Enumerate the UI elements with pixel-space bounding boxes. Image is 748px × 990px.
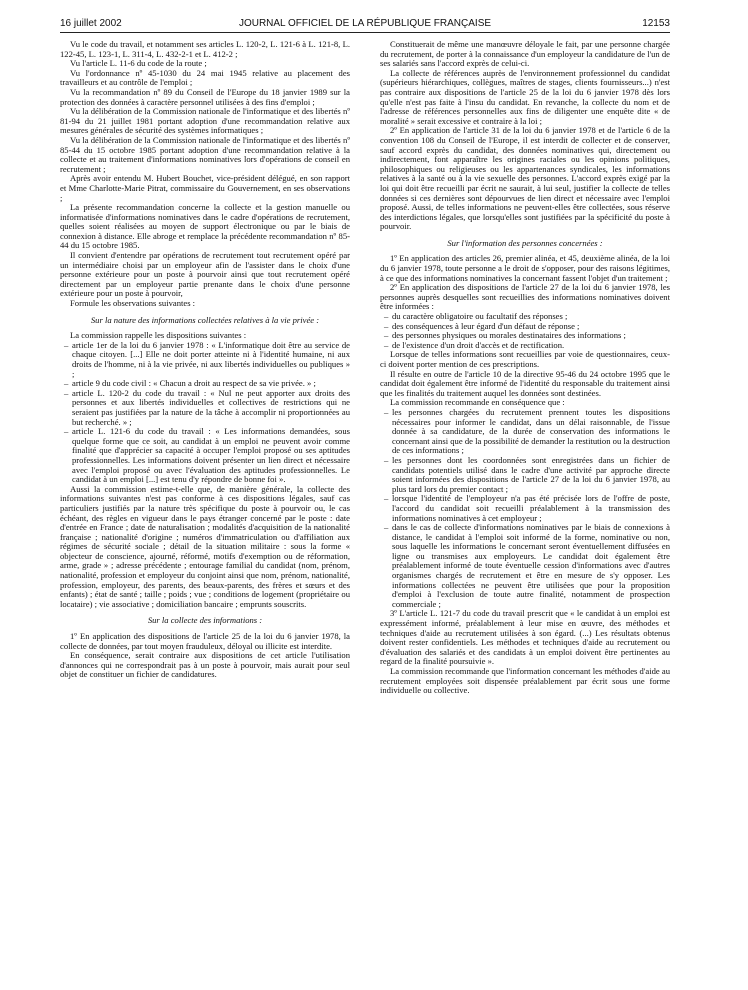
body-paragraph: Il résulte en outre de l'article 10 de la directive 95-46 du 24 octobre 1995 que le candidat doit également être informé de l'identité du responsable du traitement ainsi que les finalités du traitement auquel les données sont destinées. (380, 368, 670, 398)
list-item: – lorsque l'identité de l'employeur n'a pas été précisée lors de l'offre de poste, l'accord du candidat soit recueilli préalablement à la transmission des informations nominatives à cet employeur ; (380, 494, 670, 523)
body-paragraph: La présente recommandation concerne la collecte et la gestion manuelle ou informatisée d'informations nominatives dans le cadre d'opérations de recrutement, quelles soient réalisées au moyen de support électronique ou par le biais de connexion à distance. Elle abroge et remplace la précédente recommandation nº 85-44 du 15 octobre 1985. (60, 202, 350, 251)
section-heading: Sur la nature des informations collectées relatives à la vie privée : (90, 314, 320, 325)
list-item: – article L. 121-6 du code du travail : « Les informations demandées, sous quelque forme que ce soit, au candidat à un emploi ne peuvent avoir comme finalité que d'apprécier sa capacité à occuper l'emploi proposé ou ses aptitudes professionnelles. Les informations doivent présenter un lien direct et nécessaire avec l'emploi proposé ou avec l'évaluation des aptitudes professionnelles. Le candidat à un emploi [...] est tenu d'y répondre de bonne foi ». (60, 427, 350, 485)
body-paragraph: Constituerait de même une manœuvre déloyale le fait, par une personne chargée du recrutement, de porter à la connaissance d'un employeur la candidature de l'un de ses salariés sans l'accord exprès de celui-ci. (380, 39, 670, 69)
recommendation-list (380, 408, 670, 609)
body-paragraph: Après avoir entendu M. Hubert Bouchet, vice-président délégué, en son rapport et Mme Charlotte-Marie Pitrat, commissaire du Gouvernement, en ses observations ; (60, 173, 350, 203)
visa-paragraph: Vu l'ordonnance nº 45-1030 du 24 mai 1945 relative au placement des travailleurs et au contrôle de l'emploi ; (60, 67, 350, 88)
body-paragraph: Il convient d'entendre par opérations de recrutement tout recrutement opéré par un intermédiaire choisi par un employeur afin de l'assister dans le choix d'une personne extérieure pour un poste à pourvoir ainsi que tout recrutement opéré directement par un employeur partie prenante dans le choix d'une personne extérieure pour un poste à pourvoir, (60, 250, 350, 299)
body-paragraph: Formule les observations suivantes : (70, 298, 196, 309)
list-item: – des personnes physiques ou morales destinataires des informations ; (380, 331, 670, 341)
list-item: – article 1er de la loi du 6 janvier 1978 : « L'informatique doit être au service de chaque citoyen. [...] Elle ne doit porter atteinte ni à l'identité humaine, ni aux droits de l'homme, ni à la vie privée, ni aux libertés individuelles ou publiques » ; (60, 341, 350, 379)
visa-paragraph: Vu le code du travail, et notamment ses articles L. 120-2, L. 121-6 à L. 121-8, L. 122-45, L. 123-1, L. 311-4, L. 432-2-1 et L. 412-2 ; (60, 39, 350, 59)
list-item: – des conséquences à leur égard d'un défaut de réponse ; (380, 322, 670, 332)
list-item: – de l'existence d'un droit d'accès et de rectification. (380, 341, 670, 351)
body-paragraph: Lorsque de telles informations sont recueillies par voie de questionnaires, ceux-ci doivent porter mention de ces prescriptions. (380, 349, 670, 369)
list-item: – article L. 120-2 du code du travail : « Nul ne peut apporter aux droits des personnes et aux libertés individuelles et collectives de restrictions qui ne seraient pas justifiées par la nature de la tâche à accomplir ni proportionnées au but recherché. » ; (60, 389, 350, 427)
visa-paragraph: Vu la recommandation nº 89 du Conseil de l'Europe du 18 janvier 1989 sur la protection des données à caractère personnel utilisées à des fins d'emploi ; (60, 86, 350, 107)
section-heading: Sur la collecte des informations : (147, 615, 263, 626)
right-column (380, 40, 670, 696)
body-paragraph: 2º En application des dispositions de l'article 27 de la loi du 6 janvier 1978, les personnes auprès desquelles sont recueillies des informations nominatives doivent être informées : (380, 282, 670, 312)
page-number: 12153 (642, 18, 670, 29)
body-paragraph: La commission recommande en conséquence que : (390, 397, 565, 408)
list-item: – les personnes chargées du recrutement prennent toutes les dispositions nécessaires pour informer le candidat, dans un délai raisonnable, de l'issue donnée à sa candidature, de la durée de conservation des informations le concernant ainsi que de la possibilité de demander la restitution ou la destruction de ces informations ; (380, 408, 670, 456)
list-item: – les personnes dont les coordonnées sont enregistrées dans un fichier de candidats potentiels utilisé dans le cadre d'une activité par approche directe soient informées des dispositions de l'article 27 de la loi du 6 janvier 1978, au plus tard lors du premier contact ; (380, 456, 670, 494)
header-date: 16 juillet 2002 (60, 18, 122, 29)
body-paragraph: 1º En application des articles 26, premier alinéa, et 45, deuxième alinéa, de la loi du 6 janvier 1978, toute personne a le droit de s'opposer, pour des raisons légitimes, à ce que des informations nominatives la concernant fassent l'objet d'un traitement ; (380, 253, 670, 283)
journal-title: JOURNAL OFFICIEL DE LA RÉPUBLIQUE FRANÇAISE (238, 18, 492, 29)
body-paragraph: 3º L'article L. 121-7 du code du travail prescrit que « le candidat à un emploi est expressément informé, préalablement à leur mise en œuvre, des méthodes et techniques d'aide au recrutement utilisées à son égard. (...) Les résultats obtenus doivent rester confidentiels. Les méthodes et techniques d'aide au recrutement ou d'évaluation des salariés et des candidats à un emploi doivent être pertinentes au regard de la finalité poursuivie ». (380, 608, 670, 667)
information-list (380, 312, 670, 350)
list-item: – dans le cas de collecte d'informations nominatives par le biais de connexions à distance, le candidat à l'emploi soit informé de la forme, nominative ou non, sous laquelle les informations le concernant seront éventuellement diffusées en ligne ou transmises aux employeurs. Le candidat doit également être préalablement informé de toute éventuelle cession d'informations avec d'autres organismes chargés de recrutement et être en mesure de s'y opposer. Les informations collectées ne peuvent être utilisées que pour la proposition d'emploi à l'exclusion de toute autre finalité, notamment de prospection commerciale ; (380, 523, 670, 609)
visa-paragraph: Vu la délibération de la Commission nationale de l'informatique et des libertés nº 81-94 du 21 juillet 1981 portant adoption d'une recommandation relative aux mesures générales de sécurité des systèmes informatiques ; (60, 106, 350, 136)
body-paragraph: 2º En application de l'article 31 de la loi du 6 janvier 1978 et de l'article 6 de la convention 108 du Conseil de l'Europe, il est interdit de collecter et de conserver, sauf accord exprès du candidat, des données nominatives qui, directement ou indirectement, font apparaître les origines raciales ou les opinions politiques, philosophiques ou religieuses ou les appartenances syndicales, les informations relatives à la santé ou à la vie sexuelle des personnes. L'accord exprès exigé par la loi qui doit être recueilli par écrit ne saurait, à lui seul, justifier la collecte de telles données si ces dernières sont dépourvues de lien direct et nécessaire avec l'emploi proposé. Aussi, de telles informations ne peuvent-elles être collectées, sous réserve des interdictions légales, que lorsqu'elles sont justifiées par la spécificité du poste à pourvoir. (380, 125, 670, 232)
visa-paragraph: Vu la délibération de la Commission nationale de l'informatique et des libertés nº 85-44 du 15 octobre 1985 portant adoption d'une recommandation relative à la collecte et au traitement d'informations nominatives lors d'opérations de conseil en recrutement ; (60, 134, 350, 174)
body-paragraph: Aussi la commission estime-t-elle que, de manière générale, la collecte des informations suivantes n'est pas conforme à ces dispositions légales, sauf cas particuliers justifiés par la nature très spécifique du poste à pourvoir ou, le cas échéant, des règles en vigueur dans le pays étranger concerné par le poste : date d'entrée en France ; date de naturalisation ; modalités d'acquisition de la nationalité française ; nationalité d'origine ; numéros d'immatriculation ou d'affiliation aux régimes de sécurité sociale ; détail de la situation militaire : sous la forme « objecteur de conscience, ajourné, réformé, motifs d'exemption ou de réformation, arme, grade » ; adresse précédente ; entourage familial du candidat (nom, prénom, nationalité, profession et employeur du conjoint ainsi que nom, prénom, nationalité, profession, employeur, des parents, des beaux-parents, des frères et sœurs et des enfants) ; état de santé ; taille ; poids ; vue ; conditions de logement (propriétaire ou locataire) ; vie associative ; domiciliation bancaire ; emprunts souscrits. (60, 483, 350, 609)
body-paragraph: 1º En application des dispositions de l'article 25 de la loi du 6 janvier 1978, la collecte de données, par tout moyen frauduleux, déloyal ou illicite est interdite. (60, 631, 350, 651)
header-rule (60, 32, 670, 33)
body-paragraph: La commission recommande que l'information concernant les méthodes d'aide au recrutement employées soit dispensée préalablement par écrit sous une forme individuelle ou collective. (380, 666, 670, 696)
visa-paragraph: Vu l'article L. 11-6 du code de la route ; (70, 58, 207, 69)
list-item: – article 9 du code civil : « Chacun a droit au respect de sa vie privée. » ; (60, 379, 350, 389)
body-paragraph: En conséquence, serait contraire aux dispositions de cet article l'utilisation d'annonces qui ne correspondrait pas à un poste à pourvoir, mais aurait pour seul objet de constituer un fichier de candidatures. (60, 650, 350, 680)
section-heading: Sur l'information des personnes concernées : (447, 237, 603, 248)
list-item: – du caractère obligatoire ou facultatif des réponses ; (380, 312, 670, 322)
body-paragraph: La commission rappelle les dispositions suivantes : (70, 330, 247, 341)
page-header (60, 18, 670, 32)
left-column (60, 40, 350, 680)
body-paragraph: La collecte de références auprès de l'environnement professionnel du candidat (supérieurs hiérarchiques, collègues, maîtres de stages, clients fournisseurs...) n'est pas contraire aux dispositions de l'article 25 de la loi du 6 janvier 1978 dès lors qu'elle n'est pas faite à l'insu du candidat. En revanche, la collecte du nom et de l'adresse de références personnelles aux fins de diligenter une enquête dite « de moralité » serait excessive et contraire à la loi ; (380, 67, 670, 126)
legal-provisions-list (60, 341, 350, 485)
